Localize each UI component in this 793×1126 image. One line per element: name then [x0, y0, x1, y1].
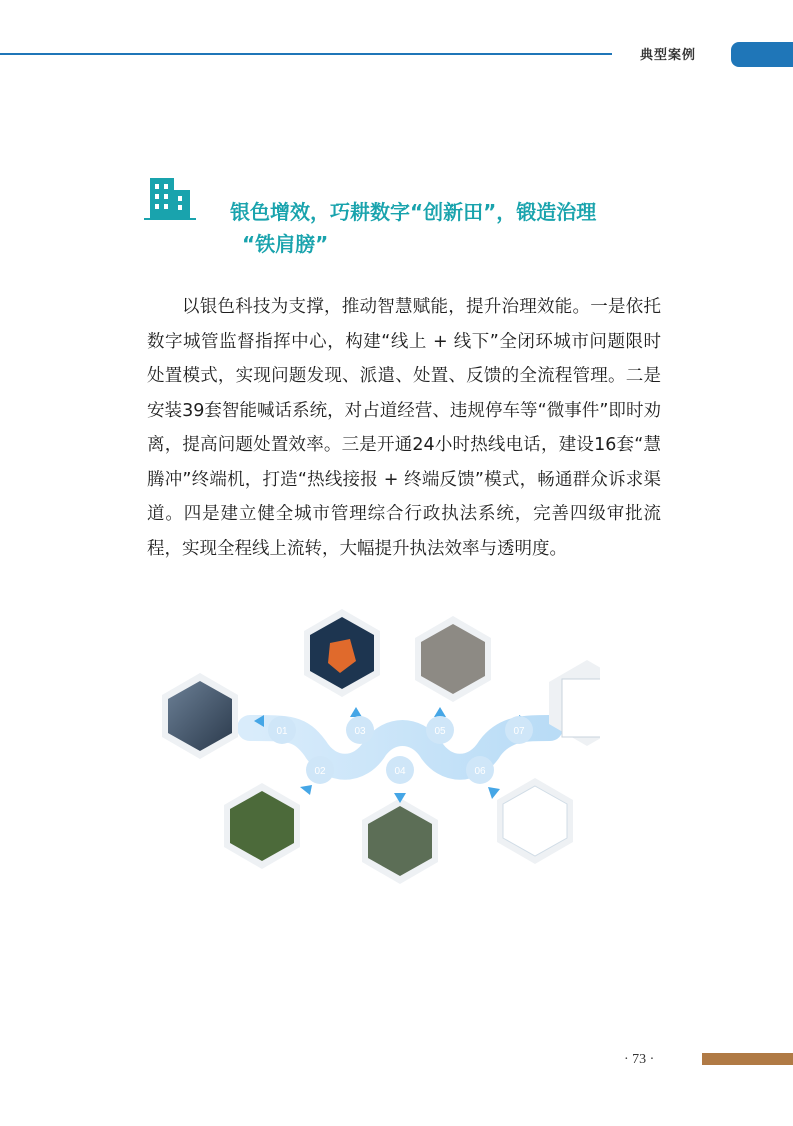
svg-text:01: 01	[276, 726, 288, 737]
svg-text:03: 03	[354, 726, 366, 737]
svg-text:02: 02	[314, 766, 326, 777]
heading-line-2: “铁肩膀”	[242, 232, 329, 256]
flowchart-hex	[497, 778, 573, 864]
step-03	[346, 716, 374, 744]
step-06	[466, 756, 494, 784]
svg-text:05: 05	[434, 726, 446, 737]
photo-hex-2	[304, 609, 380, 697]
photo-hex-4	[224, 783, 300, 869]
footer-bar	[702, 1053, 793, 1065]
heading-line-1: 银色增效，巧耕数字“创新田”，锻造治理	[230, 200, 597, 224]
step-05	[426, 716, 454, 744]
photo-hex-3	[415, 616, 491, 702]
body-paragraph: 以银色科技为支撑，推动智慧赋能，提升治理效能。一是依托数字城管监督指挥中心，构建“线上 + 线下”全闭环城市问题限时处置模式，实现问题发现、派遣、处置、反馈的全流程管理。二是安装39套智能喊话系统，对占道经营、违规停车等“微事件”即时劝离，提高问题处置效率。三是开通24小时热线电话，建设16套“慧腾冲”终端机，打造“热线接报 + 终端反馈”模式，畅通群众诉求渠道。四是建立健全城市管理综合行政执法系统，完善四级审批流程，实现全程线上流转，大幅提升执法效率与透明度。	[147, 297, 661, 559]
process-figure	[150, 603, 600, 903]
svg-text:06: 06	[474, 766, 486, 777]
section-heading	[230, 196, 650, 260]
photo-hex-1	[162, 673, 238, 759]
buildings-icon	[144, 172, 196, 224]
header-tab	[731, 42, 793, 67]
step-02	[306, 756, 334, 784]
header-rule	[0, 53, 612, 55]
step-07	[505, 716, 533, 744]
svg-text:07: 07	[513, 726, 525, 737]
svg-text:04: 04	[394, 766, 406, 777]
page-number: · 73 ·	[624, 1052, 655, 1067]
step-01	[268, 716, 296, 744]
photo-hex-5	[362, 798, 438, 884]
step-04	[386, 756, 414, 784]
section-title: 典型案例	[640, 48, 697, 63]
